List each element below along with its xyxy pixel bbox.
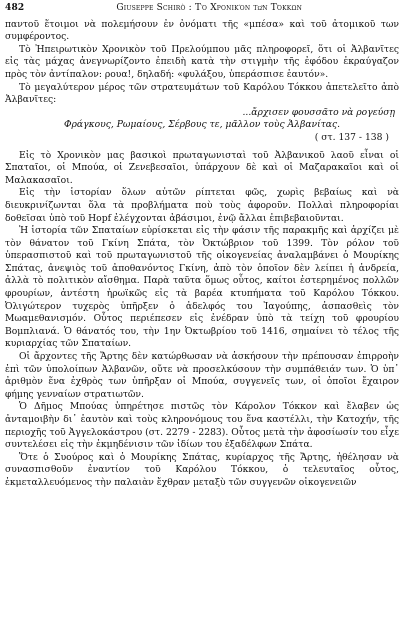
paragraph-5: Εἰς τὴν ἱστορίαν ὅλων αὐτῶν ρίπτεται φῶς, χωρὶς βεβαίως καὶ νὰ διευκρινίζωνται ὅλα τὰ προβλήματα ποὺ τοὺς ἀφοροῦν. Πολλαὶ πληροφορίαι δοθεῖσαι ὑπὸ τοῦ Hopf ἐλέγχονται ἀβάσιμοι, ἐνῷ ἄλλαι ἐπιβεβαιοῦνται.	[5, 187, 399, 224]
running-title: Giuseppe Schirò : Τὸ Χρονικὸν τῶν Τόκκων	[116, 3, 303, 13]
paragraph-8: Ὁ Δῆμος Μπούας ὑπηρέτησε πιστῶς τὸν Κάρολον Τόκκον καὶ ἔλαβεν ὡς ἀνταμοιβὴν δι᾽ ἑαυτὸν καὶ τοὺς κληρονόμους του ἕνα καστέλλι, τὴν Κατοχήν, τῆς περιοχῆς τοῦ Ἀγγελοκάστρου (στ. 2279 - 2283). Οὗτος μετὰ τὴν ἀφοσίωσίν του εἶχε συντελέσει εἰς τὴν ἐκμηδένισιν τῶν ἰδίων του ἐξαδέλφων Σπάτα.	[5, 401, 399, 451]
paragraph-1: παντοῦ ἕτοιμοι νὰ πολεμήσουν ἐν ὀνόματι τῆς «μπέσα» καὶ τοῦ ἀτομικοῦ των συμφέροντος.	[5, 18, 399, 43]
paragraph-7: Οἱ ἄρχοντες τῆς Ἄρτης δὲν κατώρθωσαν νὰ ἀσκήσουν τὴν πρέπουσαν ἐπιρροὴν ἐπὶ τῶν ὑπολοίπων Ἀλβανῶν, οὔτε νὰ προσελκύσουν τὴν συμπάθειάν των. Ὁ ὑπ᾽ ἀριθμὸν ἕνα ἐχθρὸς των ὑπῆρξαν οἱ Μπούα, συγγενεῖς των, οἱ ὁποῖοι ἔχαιρον φήμης γενναίων στρατιωτῶν.	[5, 351, 399, 400]
paragraph-6: Ἡ ἱστορία τῶν Σπαταίων εὑρίσκεται εἰς τὴν φάσιν τῆς παρακμῆς καὶ ἀρχίζει μὲ τὸν θάνατον τοῦ Γκίνη Σπάτα, τὸν Ὀκτώβριον τοῦ 1399. Τὸν ρόλον τοῦ ὑπερασπιστοῦ καὶ τοῦ πρωταγωνιστοῦ τῆς οἰκογενείας ἀναλαμβάνει ὁ Μουρίκης Σπάτας, ἀνεψιὸς τοῦ ἀποθανόντος Γκίνη, ἀπὸ τὸν ὁποῖον δὲν λείπει ἡ ἀνδρεία, ἀλλὰ τὸ πολιτικὸν αἴσθημα. Παρὰ ταῦτα ὅμως οὗτος, καίτοι ἐστερημένος πολλῶν φρουρίων, ἀντέστη ἡρωϊκῶς εἰς τὰ βαρέα κτυπήματα τοῦ Καρόλου Τόκκου. Ὀλιγώτερον τυχερὸς ὑπῆρξεν ὁ ἀδελφός του Ἰαγούπης, ἀσπασθεὶς τὸν Μωαμεθανισμόν. Οὗτος περιέπεσεν εἰς ἐνέδραν ὑπὸ τὰ τείχη τοῦ φρουρίου Βομπλιανά. Ὁ θάνατός του, τὴν 1ην Ὀκτωβρίου τοῦ 1416, σημαίνει τὸ τέλος τῆς κυριαρχίας τῶν Σπαταίων.	[5, 225, 399, 350]
paragraph-4: Εἰς τὸ Χρονικὸν μας βασικοὶ πρωταγωνισταὶ τοῦ Ἀλβανικοῦ λαοῦ εἶναι οἱ Σπαταῖοι, οἱ Μπούα, οἱ Ζενεβεσαῖοι, ὑπάρχουν δὲ καὶ οἱ Μαζαρακαῖοι καὶ οἱ Μαλακασαῖοι.	[5, 149, 399, 186]
running-header	[5, 2, 399, 15]
paragraph-3: Τὸ μεγαλύτερον μέρος τῶν στρατευμάτων τοῦ Καρόλου Τόκκου ἀπετελεῖτο ἀπὸ Ἀλβανῖτες:	[5, 81, 399, 106]
quote-citation: ( στ. 137 - 138 )	[314, 131, 389, 143]
paragraph-9: Ὅτε ὁ Συούρος καὶ ὁ Μουρίκης Σπάτας, κυρίαρχος τῆς Ἄρτης, ἠθέλησαν νὰ συνασπισθοῦν ἐναντίον τοῦ Καρόλου Τόκκου, ὁ τελευταῖος οὗτος, ἐκμεταλλευόμενος τὴν παλαιὰν ἔχθραν μεταξὺ τῶν συγγενῶν οἰκογενειῶν	[5, 451, 399, 488]
quote-line-1: ...ἄρχισεν φουσσᾶτο νὰ ρογεύσῃ	[242, 106, 395, 118]
paragraph-2: Τὸ Ἠπειρωτικὸν Χρονικὸν τοῦ Πρελούμπου μᾶς πληροφορεῖ, ὅτι οἱ Ἀλβανῖτες εἰς τὰς μάχας ἀνεγνωρίζοντο ἐπειδὴ κατὰ τὴν στιγμὴν τῆς ἐφόδου ἐκραύγαζον πρὸς τὸν ἀντίπαλον: ρουα!, δηλαδή: «φυλάξου, ὑπεράσπισε ἑαυτόν».	[5, 43, 399, 80]
quote-line-2: Φράγκους, Ρωμαίους, Σέρβους τε, μᾶλλον τοὺς Ἀλβανίτας.	[63, 119, 341, 131]
page-number: 482	[5, 3, 25, 13]
